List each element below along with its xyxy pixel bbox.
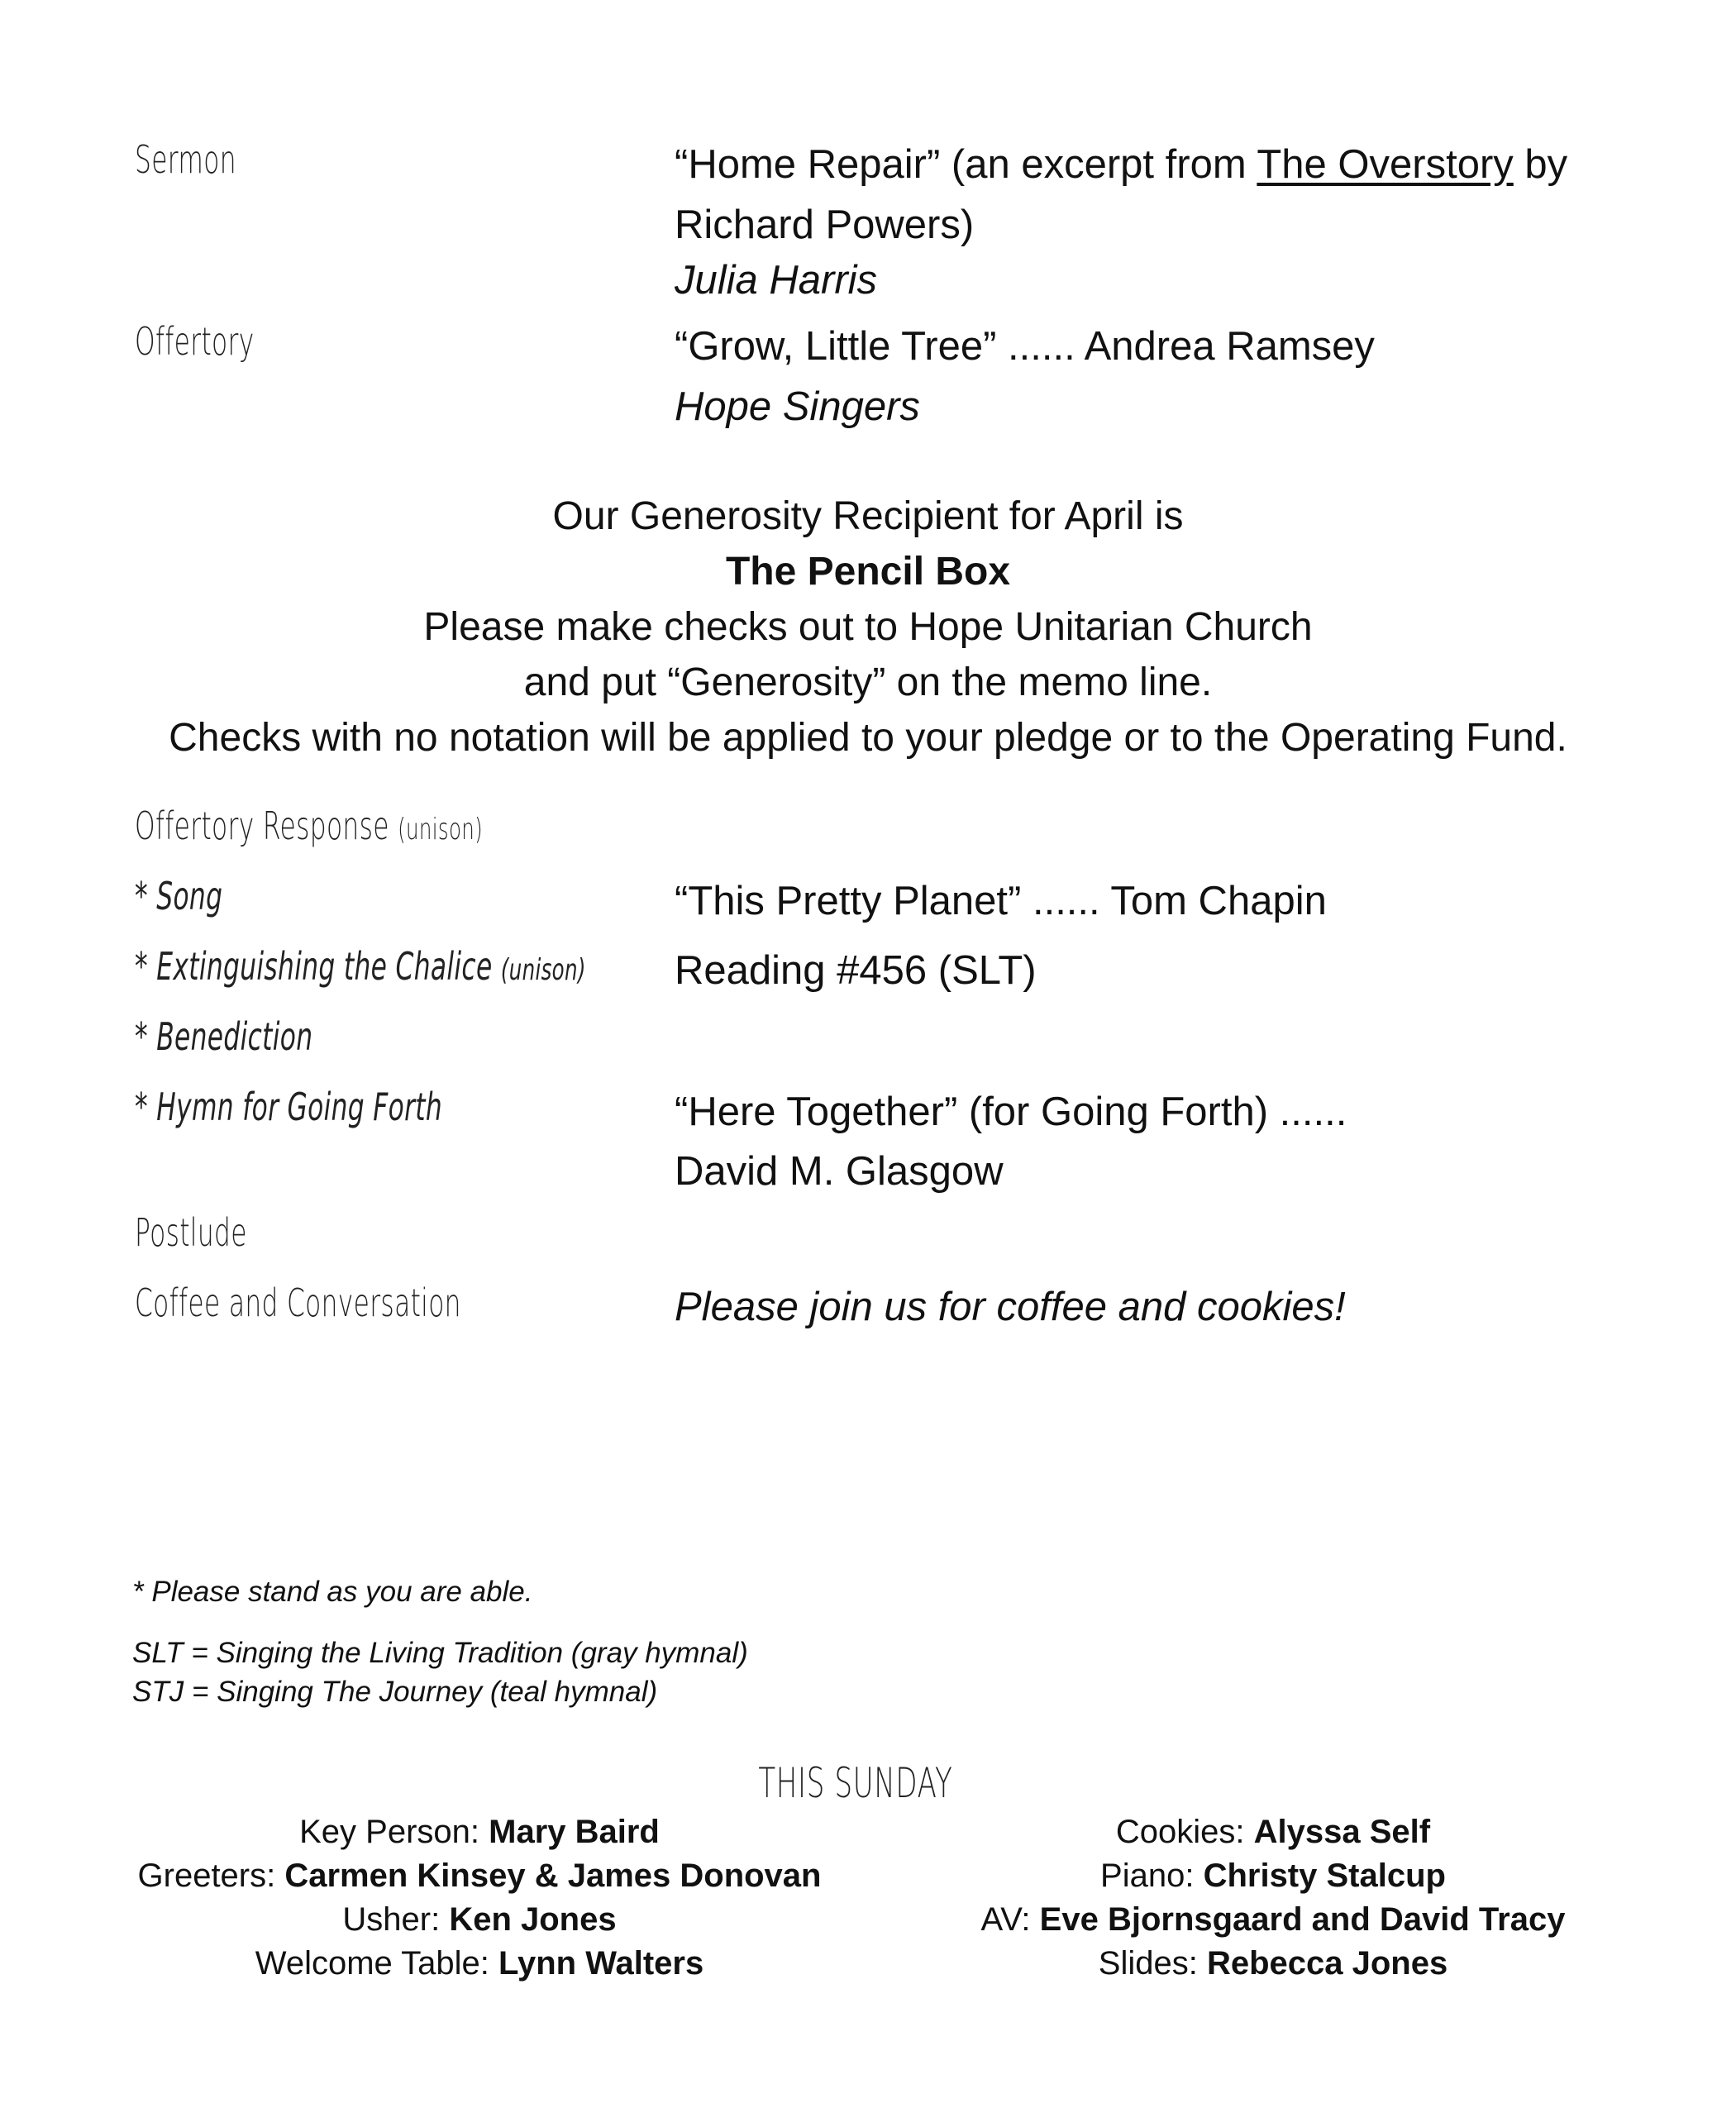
sermon-speaker: Julia Harris — [675, 258, 878, 303]
volunteer-row — [909, 1810, 1637, 1854]
offertory-response-label — [135, 804, 483, 848]
sermon-book-title: The Overstory — [1257, 142, 1514, 187]
postlude-label: Postlude — [135, 1210, 247, 1255]
volunteer-name: Ken Jones — [449, 1901, 617, 1938]
stand-note: * Please stand as you are able. — [132, 1576, 533, 1608]
volunteer-row — [132, 1942, 827, 1986]
volunteer-row — [909, 1898, 1637, 1942]
generosity-recipient: The Pencil Box — [725, 550, 1011, 594]
volunteers-right — [909, 1810, 1637, 1986]
sermon-title-open: “Home Repair” (an excerpt from — [675, 142, 1257, 187]
volunteer-name: Mary Baird — [489, 1814, 660, 1850]
sermon-title-close: by — [1513, 142, 1568, 187]
volunteer-role: Slides: — [1098, 1945, 1207, 1982]
sermon-title-line — [675, 135, 1567, 194]
volunteer-row — [132, 1810, 827, 1854]
volunteer-name: Eve Bjornsgaard and David Tracy — [1039, 1901, 1566, 1938]
volunteer-row — [132, 1898, 827, 1942]
volunteer-name: Carmen Kinsey & James Donovan — [284, 1858, 822, 1894]
offertory-response-note: (unison) — [398, 813, 484, 847]
extinguishing-text: * Extinguishing the Chalice — [135, 944, 493, 989]
hymn-line1: “Here Together” (for Going Forth) ...... — [675, 1090, 1347, 1134]
volunteer-role: AV: — [980, 1901, 1040, 1938]
this-sunday-title-text: THIS SUNDAY — [758, 1759, 953, 1807]
volunteer-row — [909, 1854, 1637, 1898]
benediction-label: * Benediction — [135, 1014, 313, 1059]
volunteers-left — [132, 1810, 827, 1986]
volunteer-role: Piano: — [1100, 1858, 1204, 1894]
volunteer-role: Welcome Table: — [255, 1945, 499, 1982]
song-piece: “This Pretty Planet” ...... Tom Chapin — [675, 879, 1327, 923]
offertory-label: Offertory — [135, 319, 255, 364]
generosity-memo: and put “Generosity” on the memo line. — [523, 661, 1213, 704]
volunteer-name: Lynn Walters — [498, 1945, 704, 1982]
offertory-response-text: Offertory Response — [135, 804, 389, 848]
volunteer-role: Key Person: — [299, 1814, 489, 1850]
generosity-checks: Please make checks out to Hope Unitarian Church — [423, 605, 1313, 649]
offertory-performer: Hope Singers — [675, 384, 920, 429]
volunteer-role: Cookies: — [1115, 1814, 1254, 1850]
volunteer-name: Rebecca Jones — [1206, 1945, 1448, 1982]
extinguishing-label — [135, 944, 586, 989]
generosity-intro: Our Generosity Recipient for April is — [552, 494, 1184, 538]
volunteer-row — [909, 1942, 1637, 1986]
volunteer-role: Usher: — [342, 1901, 450, 1938]
this-sunday-title — [0, 1759, 1711, 1807]
extinguishing-note: (unison) — [500, 953, 586, 987]
hymn-line2: David M. Glasgow — [675, 1149, 1004, 1194]
stj-note: STJ = Singing The Journey (teal hymnal) — [132, 1676, 658, 1708]
song-label: * Song — [135, 874, 223, 918]
volunteer-row — [132, 1854, 827, 1898]
generosity-notation: Checks with no notation will be applied to your pledge or to the Operating Fund. — [169, 716, 1567, 760]
hymn-label: * Hymn for Going Forth — [135, 1085, 443, 1129]
volunteer-role: Greeters: — [137, 1858, 285, 1894]
extinguishing-piece: Reading #456 (SLT) — [675, 948, 1037, 993]
slt-note: SLT = Singing the Living Tradition (gray hymnal) — [132, 1637, 748, 1669]
volunteer-name: Christy Stalcup — [1203, 1858, 1446, 1894]
offertory-piece: “Grow, Little Tree” ...... Andrea Ramsey — [675, 324, 1375, 369]
coffee-text: Please join us for coffee and cookies! — [675, 1285, 1346, 1329]
coffee-label: Coffee and Conversation — [135, 1281, 461, 1325]
sermon-label: Sermon — [135, 137, 236, 182]
sermon-title-line2: Richard Powers) — [675, 203, 975, 247]
volunteer-name: Alyssa Self — [1253, 1814, 1431, 1850]
